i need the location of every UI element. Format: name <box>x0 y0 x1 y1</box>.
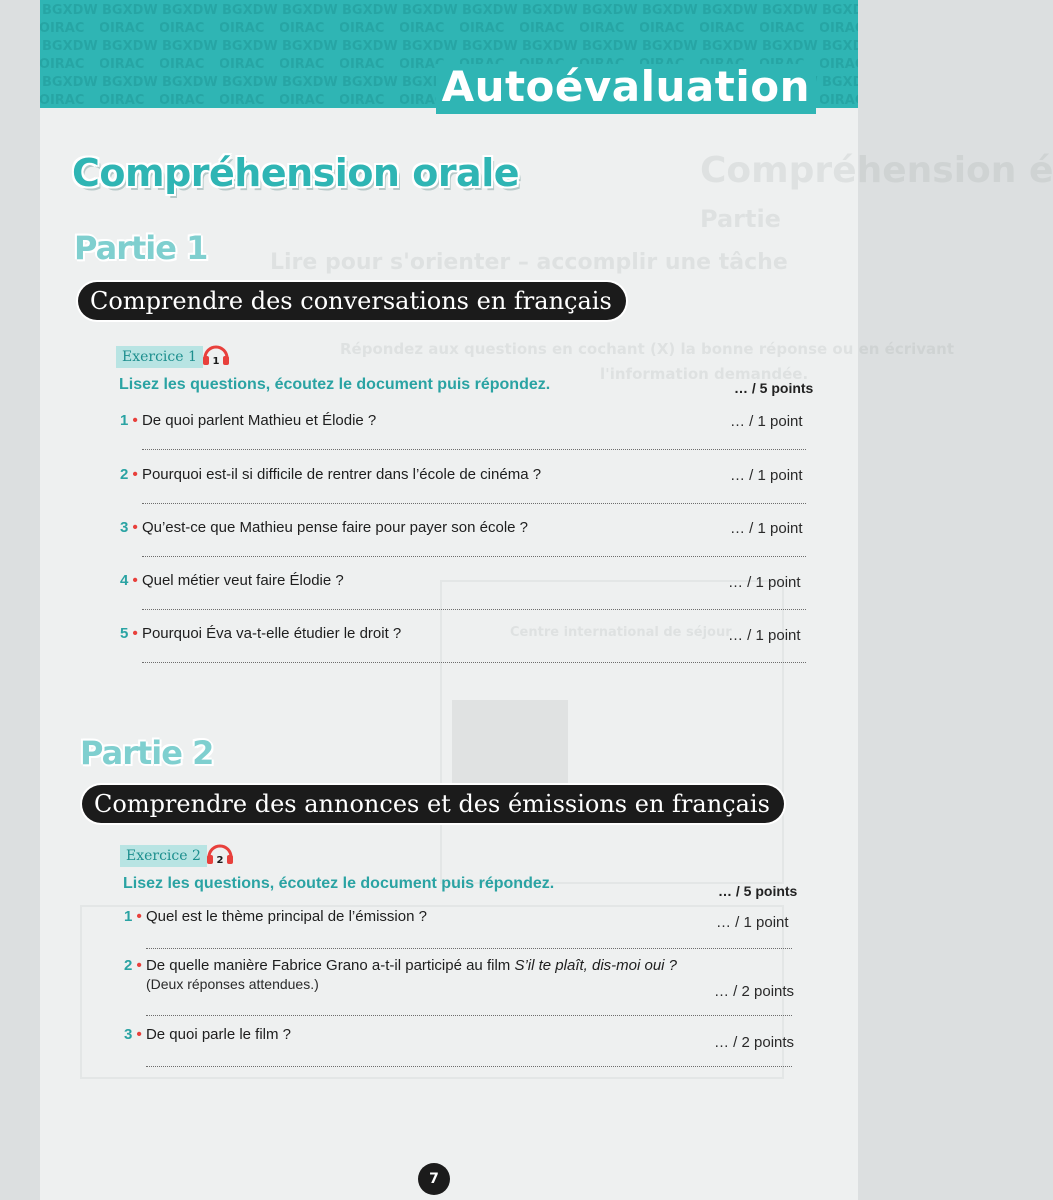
bleed-through-box <box>80 905 784 1079</box>
bleed-through-box <box>452 700 568 790</box>
question-points: … / 2 points <box>714 983 795 1000</box>
answer-line[interactable] <box>142 449 806 450</box>
question-points: … / 1 point <box>728 627 801 644</box>
section-title: Compréhension orale <box>72 151 520 195</box>
question-points: … / 1 point <box>730 520 803 537</box>
question-item: 1 • Quel est le thème principal de l’émission ? <box>124 908 427 925</box>
exercise-2-instruction: Lisez les questions, écoutez le document puis répondez. <box>123 875 555 892</box>
bleed-through-text: Centre international de séjour <box>510 625 732 640</box>
audio-track-number: 1 <box>212 356 220 367</box>
bleed-through-text: Partie <box>700 205 781 233</box>
answer-line[interactable] <box>142 503 806 504</box>
header-title: Autoévaluation <box>436 64 816 114</box>
answer-line[interactable] <box>146 1015 792 1016</box>
exercise-1-instruction: Lisez les questions, écoutez le document puis répondez. <box>119 376 551 393</box>
part-1-subtitle: Comprendre des conversations en français <box>78 282 626 320</box>
exercise-1-total: … / 5 points <box>734 380 814 396</box>
question-item: 2 • De quelle manière Fabrice Grano a-t-il participé au film S’il te plaît, dis-moi oui ? <box>124 957 678 974</box>
audio-track-number: 2 <box>216 855 224 866</box>
header-banner <box>40 0 858 111</box>
bleed-through-text: Compréhension é <box>700 150 1053 191</box>
question-points: … / 1 point <box>716 914 789 931</box>
question-points: … / 1 point <box>730 413 803 430</box>
exercise-2-label: Exercice 2 <box>120 845 207 867</box>
answer-line[interactable] <box>146 1066 792 1067</box>
exercise-2-total: … / 5 points <box>718 883 798 899</box>
headphones-icon[interactable] <box>205 841 235 865</box>
page-number: 7 <box>418 1163 450 1195</box>
answer-line[interactable] <box>142 662 806 663</box>
question-item: 3 • De quoi parle le film ? <box>124 1026 292 1043</box>
question-points: … / 2 points <box>714 1034 795 1051</box>
workbook-page <box>40 0 1053 1200</box>
part-2-label: Partie 2 <box>80 734 214 772</box>
question-item: 5 • Pourquoi Éva va-t-elle étudier le droit ? <box>120 625 402 642</box>
question-item: 3 • Qu’est-ce que Mathieu pense faire pour payer son école ? <box>120 519 529 536</box>
answer-line[interactable] <box>142 556 806 557</box>
question-points: … / 1 point <box>728 574 801 591</box>
exercise-1-label: Exercice 1 <box>116 346 203 368</box>
question-item: 4 • Quel métier veut faire Élodie ? <box>120 572 344 589</box>
bleed-through-text: l'information demandée. <box>600 365 809 383</box>
answer-line[interactable] <box>142 609 806 610</box>
headphones-icon[interactable] <box>201 342 231 366</box>
question-points: … / 1 point <box>730 467 803 484</box>
bleed-through-text: Répondez aux questions en cochant (X) la bonne réponse ou en écrivant <box>340 340 955 358</box>
question-item: 2 • Pourquoi est-il si difficile de rentrer dans l’école de cinéma ? <box>120 466 542 483</box>
part-1-label: Partie 1 <box>74 229 208 267</box>
question-note: (Deux réponses attendues.) <box>146 976 319 992</box>
answer-line[interactable] <box>146 948 792 949</box>
bleed-through-text: Lire pour s'orienter – accomplir une tâche <box>270 250 788 275</box>
question-item: 1 • De quoi parlent Mathieu et Élodie ? <box>120 412 377 429</box>
part-2-subtitle: Comprendre des annonces et des émissions en français <box>82 785 784 823</box>
